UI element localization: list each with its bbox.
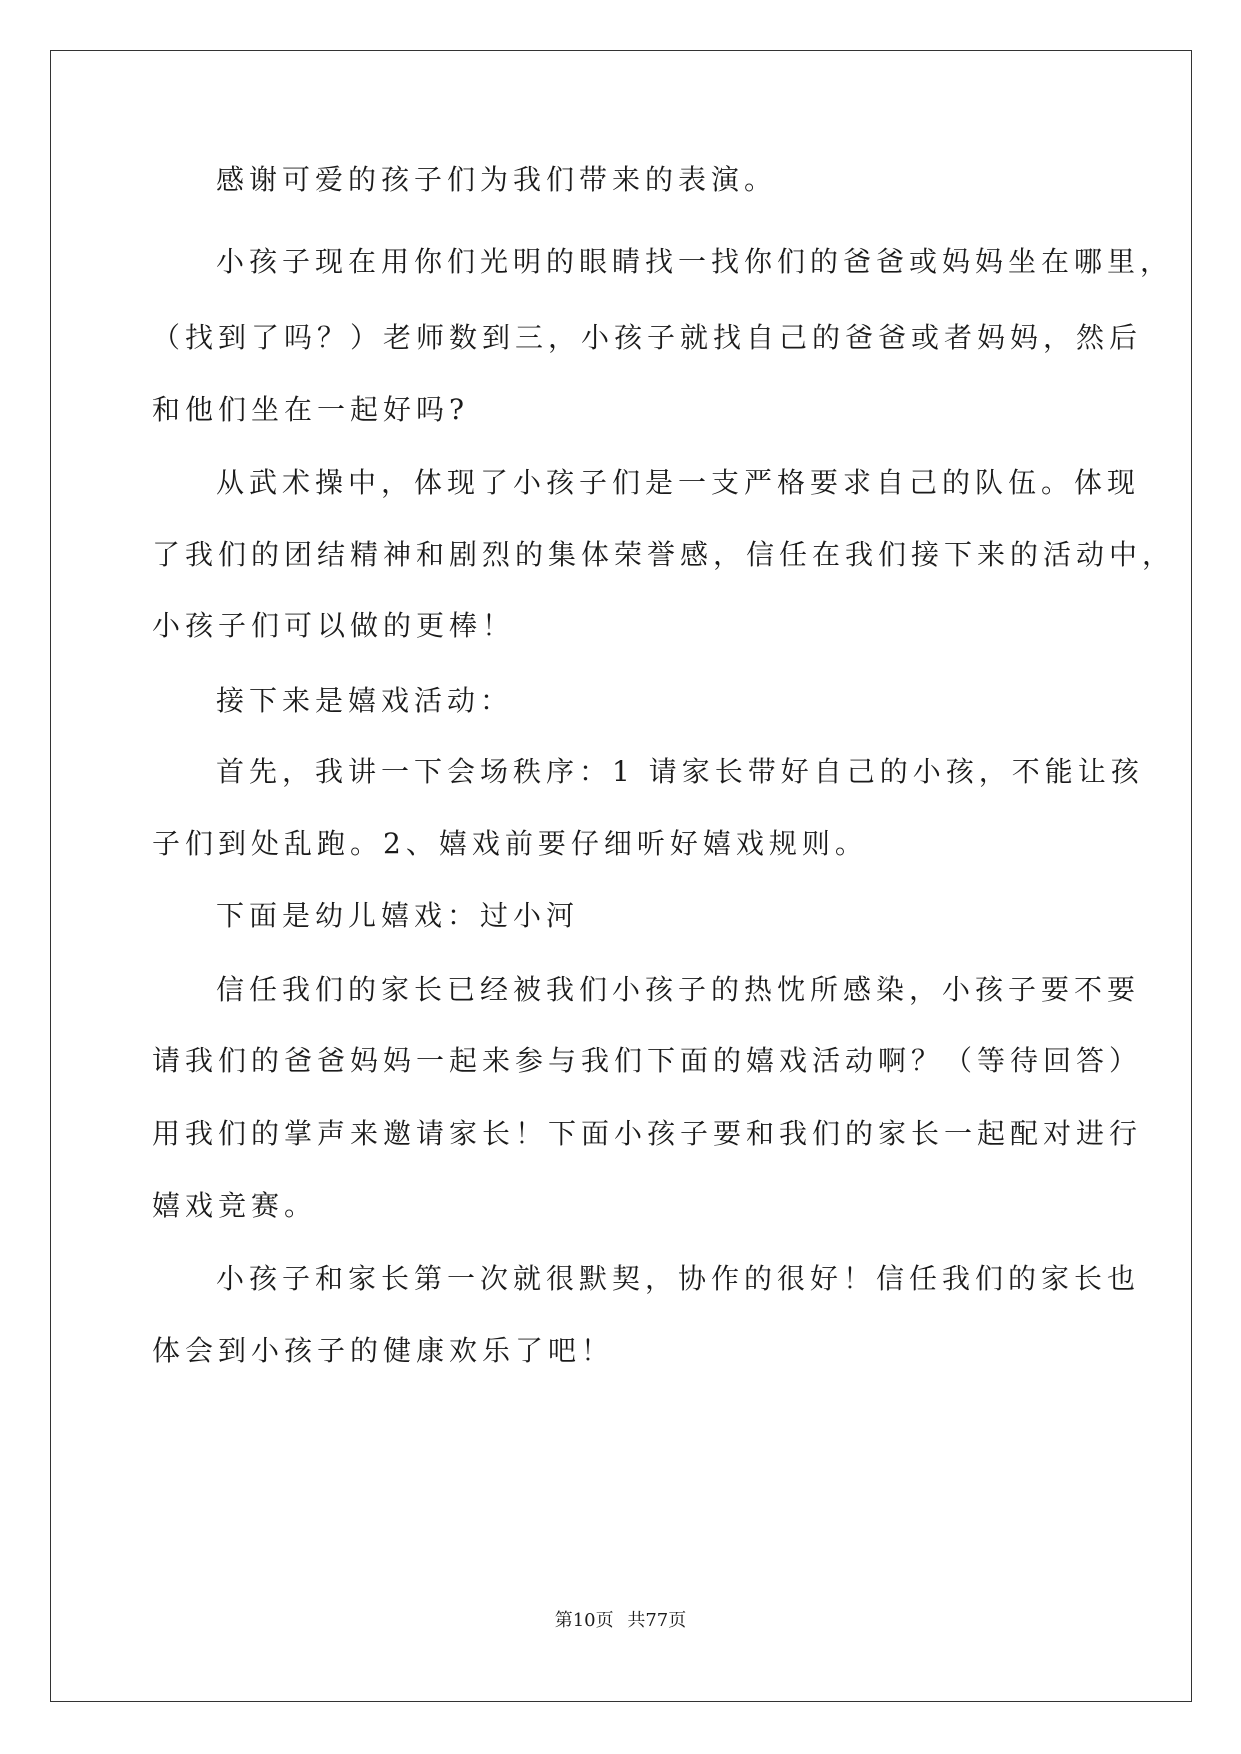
paragraph-line: 从武术操中，体现了小孩子们是一支严格要求自己的队伍。体现 (216, 466, 1141, 499)
paragraph-line: 了我们的团结精神和剧烈的集体荣誉感，信任在我们接下来的活动中， (152, 538, 1176, 571)
current-page-label: 第10页 (554, 1610, 614, 1631)
paragraph-line: 和他们坐在一起好吗? (152, 393, 470, 426)
paragraph-line: 下面是幼儿嬉戏：过小河 (216, 899, 580, 932)
total-pages-label: 共77页 (627, 1610, 687, 1631)
paragraph-line: 用我们的掌声来邀请家长！下面小孩子要和我们的家长一起配对进行 (152, 1117, 1143, 1150)
page-footer (0, 1609, 1241, 1633)
paragraph-line: 子们到处乱跑。2、嬉戏前要仔细听好嬉戏规则。 (152, 827, 868, 860)
paragraph-line: （找到了吗？）老师数到三，小孩子就找自己的爸爸或者妈妈，然后 (152, 321, 1143, 354)
paragraph-line: 接下来是嬉戏活动： (216, 684, 514, 717)
paragraph-line: 小孩子和家长第一次就很默契，协作的很好！信任我们的家长也 (216, 1262, 1141, 1295)
paragraph-line: 体会到小孩子的健康欢乐了吧！ (152, 1334, 615, 1367)
page-border (50, 50, 1192, 1702)
paragraph-line: 小孩子们可以做的更棒！ (152, 609, 516, 642)
paragraph-line: 嬉戏竞赛。 (152, 1189, 318, 1222)
paragraph-line: 请我们的爸爸妈妈一起来参与我们下面的嬉戏活动啊？（等待回答） (152, 1044, 1143, 1077)
paragraph-line: 小孩子现在用你们光明的眼睛找一找你们的爸爸或妈妈坐在哪里， (216, 245, 1174, 278)
paragraph-line: 信任我们的家长已经被我们小孩子的热忱所感染，小孩子要不要 (216, 973, 1141, 1006)
paragraph-line: 感谢可爱的孩子们为我们带来的表演。 (216, 163, 778, 196)
paragraph-line: 首先，我讲一下会场秩序：1 请家长带好自己的小孩，不能让孩 (216, 755, 1144, 788)
